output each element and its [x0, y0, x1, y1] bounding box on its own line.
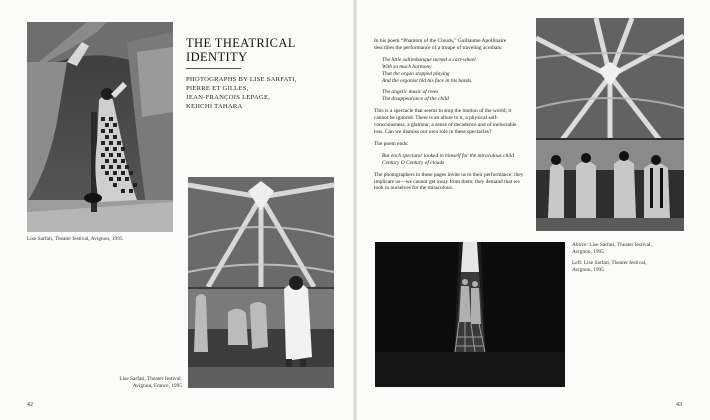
photo-big-top-performers	[188, 177, 334, 388]
poem-line: And the organist hid his face in his hands.	[382, 77, 473, 84]
poem-line: Century O Century of clouds	[382, 159, 445, 166]
caption-photo-4	[572, 260, 646, 273]
photo-tent-spectators	[536, 18, 684, 231]
caption-line: Left: Lise Sarfati, Theater festival,	[572, 260, 647, 266]
body-paragraph-2: This is a spectacle that seems to stop the motion of the world; it cannot be ignored. There is an allure to it, a physical self-consciousness, a glamour, a sense of decadence and of ineluctable loss. Can we dismiss our own role in these spectacles?	[374, 108, 517, 135]
caption-line: Above: Lise Sarfati, Theater festival,	[572, 242, 652, 248]
photographer-credits	[186, 75, 297, 111]
title-divider	[186, 68, 241, 69]
intro-paragraph: In his poem “Phantom of the Clouds,” Guillaume Apollinaire describes the performance of a troupe of traveling acrobats:	[374, 38, 507, 51]
credit-line: PIERRE ET GILLES,	[186, 85, 249, 92]
poem-line: With so much harmony	[382, 63, 432, 70]
article-title	[186, 36, 296, 64]
caption-photo-1	[27, 236, 123, 243]
caption-photo-2	[118, 376, 182, 389]
spine-gutter	[353, 0, 357, 420]
credit-line: KEIICHI TAHARA	[186, 103, 243, 110]
title-line-2: IDENTITY	[186, 50, 248, 64]
poem-line: The disappearance of the child	[382, 96, 449, 103]
credit-line: PHOTOGRAPHS BY LISE SARFATI,	[186, 76, 297, 83]
caption-line: Avignon, 1995	[572, 248, 604, 255]
poem-stanza-2	[374, 89, 524, 103]
page-number-left: 42	[27, 402, 33, 408]
caption-line: Avignon, 1995	[572, 266, 604, 273]
credit-line: JEAN-FRANÇOIS LEPAGE,	[186, 94, 271, 101]
caption-photo-3	[572, 242, 652, 255]
poem-line: That the organ stopped playing	[382, 70, 450, 77]
poem-line: The little saltimbanque turned a cart-wheel	[382, 56, 476, 63]
caption-line: Avignon, France, 1995	[132, 382, 182, 389]
poem-line: The angelic music of trees	[382, 89, 439, 96]
poem-stanza-3	[374, 153, 524, 167]
caption-line: Lise Sarfati, Theater festival, Avignon, 1995	[27, 236, 123, 242]
photo-dark-stage	[375, 242, 565, 387]
poem-line: But each spectator looked in himself for the miraculous child	[382, 152, 514, 159]
page-number-right: 43	[676, 402, 682, 408]
poem-ends-label: The poem ends:	[374, 140, 409, 147]
caption-line: Lise Sarfati, Theater festival,	[119, 376, 182, 382]
photo-checkered-performer	[27, 22, 173, 232]
poem-stanza-1	[374, 57, 524, 85]
body-paragraph-3: The photographers in these pages invite us to their performance; they implicate us—we cannot get away from them; they demand that we look in ourselves for the miraculous.	[374, 171, 524, 192]
title-line-1: THE THEATRICAL	[186, 36, 296, 50]
article-body	[374, 38, 524, 197]
